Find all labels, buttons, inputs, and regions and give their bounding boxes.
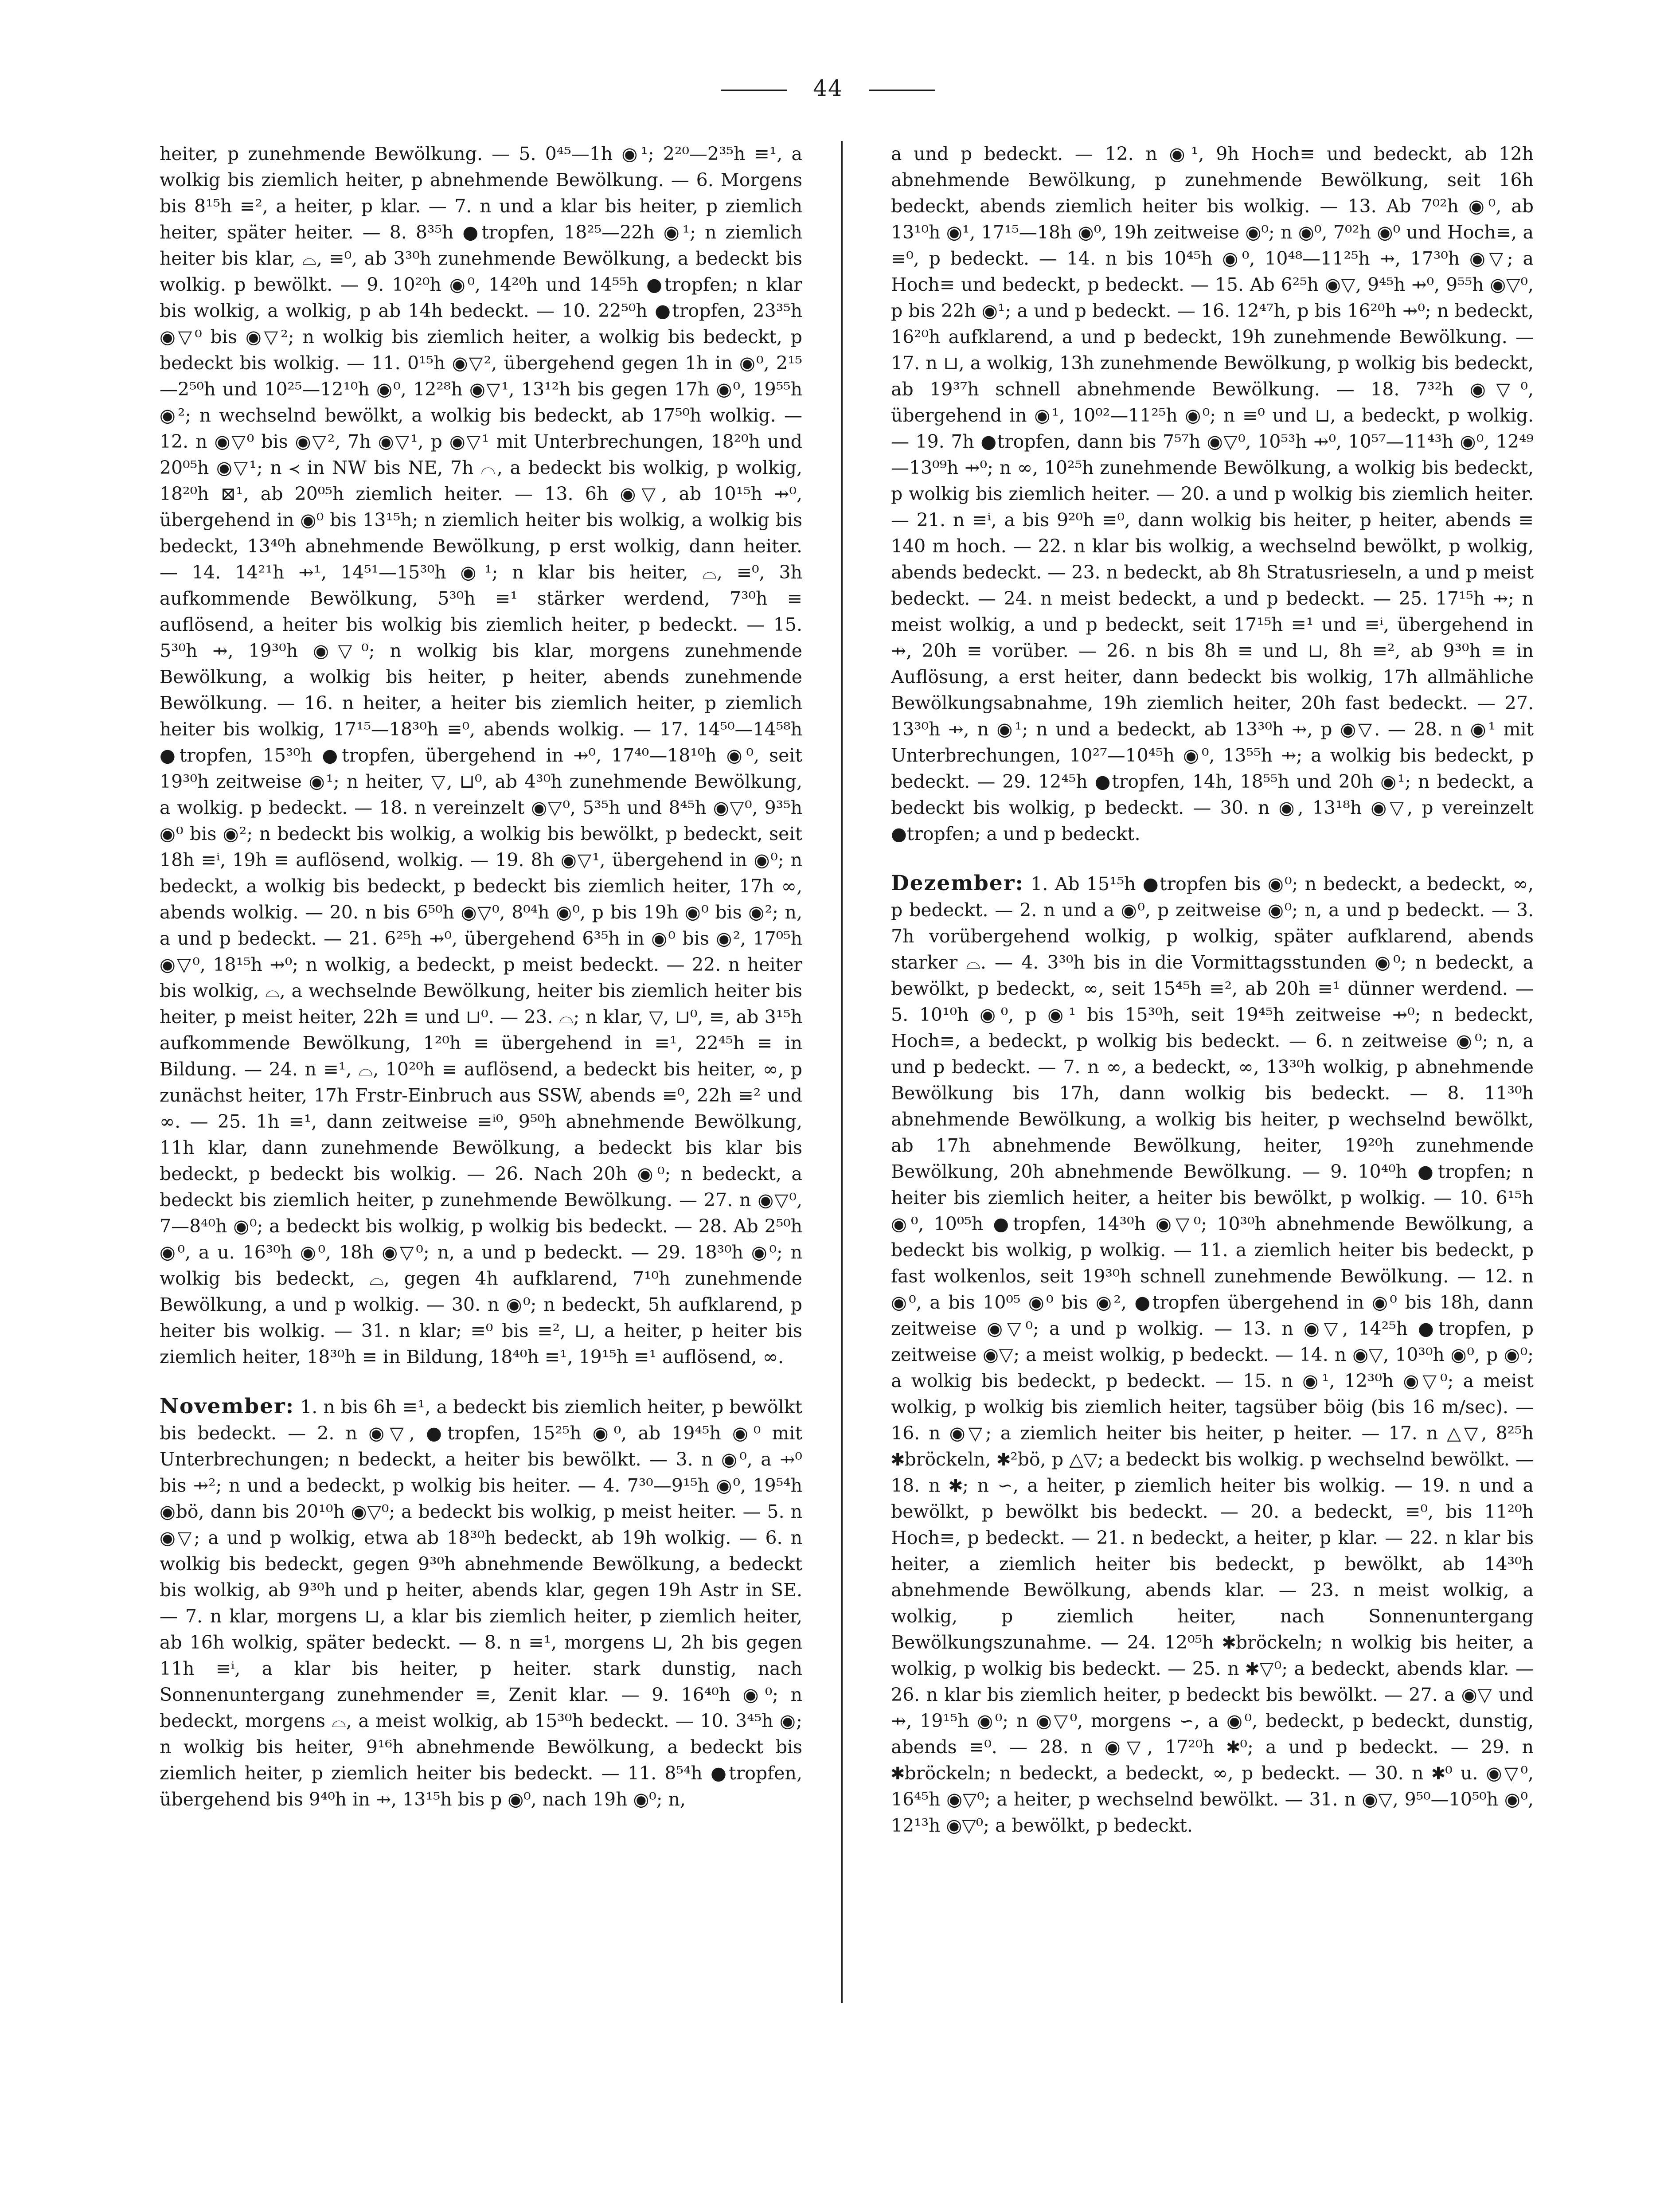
dezember-title: Dezember: [891,871,1024,895]
november-paragraph [160,1393,802,1813]
october-continuation-text: heiter, p zunehmende Bewölkung. — 5. 0⁴⁵—1h ◉¹; 2²⁰—2³⁵h ≡¹, a wolkig bis ziemlich heiter, p abnehmende Bewölkung. — 6. Morgens bis 8¹⁵h ≡², a heiter, p klar. — 7. n und a klar bis heiter, p ziemlich heiter, später heiter. — 8. 8³⁵h ●tropfen, 18²⁵—22h ◉¹; n ziemlich heiter bis klar, ⌓, ≡⁰, ab 3³⁰h zunehmende Bewölkung, a bedeckt bis wolkig. p bewölkt. — 9. 10²⁰h ◉⁰, 14²⁰h und 14⁵⁵h ●tropfen; n klar bis wolkig, a wolkig, p ab 14h bedeckt. — 10. 22⁵⁰h ●tropfen, 23³⁵h ◉▽⁰ bis ◉▽²; n wolkig bis ziemlich heiter, a wolkig bis bedeckt, p bedeckt bis wolkig. — 11. 0¹⁵h ◉▽², übergehend gegen 1h in ◉⁰, 2¹⁵—2⁵⁰h und 10²⁵—12¹⁰h ◉⁰, 12²⁸h ◉▽¹, 13¹²h bis gegen 17h ◉⁰, 19⁵⁵h ◉²; n wechselnd bewölkt, a wolkig bis bedeckt, ab 17⁵⁰h wolkig. — 12. n ◉▽⁰ bis ◉▽², 7h ◉▽¹, p ◉▽¹ mit Unterbrechungen, 18²⁰h und 20⁰⁵h ◉▽¹; n ≺ in NW bis NE, 7h ⌒, a bedeckt bis wolkig, p wolkig, 18²⁰h ⊠¹, ab 20⁰⁵h ziemlich heiter. — 13. 6h ◉▽, ab 10¹⁵h ⇸⁰, übergehend in ◉⁰ bis 13¹⁵h; n ziemlich heiter bis wolkig, a wolkig bis bedeckt, 13⁴⁰h abnehmende Bewölkung, p erst wolkig, dann heiter. — 14. 14²¹h ⇸¹, 14⁵¹—15³⁰h ◉¹; n klar bis heiter, ⌓, ≡⁰, 3h aufkommende Bewölkung, 5³⁰h ≡¹ stärker werdend, 7³⁰h ≡ auflösend, a heiter bis wolkig bis ziemlich heiter, p bedeckt. — 15. 5³⁰h ⇸, 19³⁰h ◉▽⁰; n wolkig bis klar, morgens zunehmende Bewölkung, a wolkig bis heiter, p heiter, abends zunehmende Bewölkung. — 16. n heiter, a heiter bis ziemlich heiter, p ziemlich heiter bis wolkig, 17¹⁵—18³⁰h ≡⁰, abends wolkig. — 17. 14⁵⁰—14⁵⁸h ●tropfen, 15³⁰h ●tropfen, übergehend in ⇸⁰, 17⁴⁰—18¹⁰h ◉⁰, seit 19³⁰h zeitweise ◉¹; n heiter, ▽, ⊔⁰, ab 4³⁰h zunehmende Bewölkung, a wolkig. p bedeckt. — 18. n vereinzelt ◉▽⁰, 5³⁵h und 8⁴⁵h ◉▽⁰, 9³⁵h ◉⁰ bis ◉²; n bedeckt bis wolkig, a wolkig bis bewölkt, p bedeckt, seit 18h ≡ⁱ, 19h ≡ auflösend, wolkig. — 19. 8h ◉▽¹, übergehend in ◉⁰; n bedeckt, a wolkig bis bedeckt, p bedeckt bis ziemlich heiter, 17h ∞, abends wolkig. — 20. n bis 6⁵⁰h ◉▽⁰, 8⁰⁴h ◉⁰, p bis 19h ◉⁰ bis ◉²; n, a und p bedeckt. — 21. 6²⁵h ⇸⁰, übergehend 6³⁵h in ◉⁰ bis ◉², 17⁰⁵h ◉▽⁰, 18¹⁵h ⇸⁰; n wolkig, a bedeckt, p meist bedeckt. — 22. n heiter bis wolkig, ⌓, a wechselnde Bewölkung, heiter bis ziemlich heiter bis heiter, p meist heiter, 22h ≡ und ⊔⁰. — 23. ⌓; n klar, ▽, ⊔⁰, ≡, ab 3¹⁵h aufkommende Bewölkung, 1²⁰h ≡ übergehend in ≡¹, 22⁴⁵h ≡ in Bildung. — 24. n ≡¹, ⌓, 10²⁰h ≡ auflösend, a bedeckt bis heiter, ∞, p zunächst heiter, 17h Frstr-Einbruch aus SSW, abends ≡⁰, 22h ≡² und ∞. — 25. 1h ≡¹, dann zeitweise ≡ⁱ⁰, 9⁵⁰h abnehmende Bewölkung, 11h klar, dann zunehmende Bewölkung, a bedeckt bis klar bis bedeckt, p bedeckt bis wolkig. — 26. Nach 20h ◉⁰; n bedeckt, a bedeckt bis ziemlich heiter, p zunehmende Bewölkung. — 27. n ◉▽⁰, 7—8⁴⁰h ◉⁰; a bedeckt bis wolkig, p wolkig bis bedeckt. — 28. Ab 2⁵⁰h ◉⁰, a u. 16³⁰h ◉⁰, 18h ◉▽⁰; n, a und p bedeckt. — 29. 18³⁰h ◉⁰; n wolkig bis bedeckt, ⌓, gegen 4h aufklarend, 7¹⁰h zunehmende Bewölkung, a und p wolkig. — 30. n ◉⁰; n bedeckt, 5h aufklarend, p heiter bis wolkig. — 31. n klar; ≡⁰ bis ≡², ⊔, a heiter, p heiter bis ziemlich heiter, 18³⁰h ≡ in Bildung, 18⁴⁰h ≡¹, 19¹⁵h ≡¹ auflösend, ∞. [160,143,802,1368]
page-number: 44 [813,75,843,101]
left-column [160,141,802,1813]
november-continuation [891,141,1534,847]
column-divider [841,141,843,2003]
dezember-text: 1. Ab 15¹⁵h ●tropfen bis ◉⁰; n bedeckt, a bedeckt, ∞, p bedeckt. — 2. n und a ◉⁰, p zeitweise ◉⁰; n, a und p bedeckt. — 3. 7h vorübergehend wolkig, p wolkig, später aufklarend, abends starker ⌓. — 4. 3³⁰h bis in die Vormittagsstunden ◉⁰; n bedeckt, a bewölkt, p bedeckt, ∞, seit 15⁴⁵h ≡², ab 20h ≡¹ dünner werdend. — 5. 10¹⁰h ◉⁰, p ◉¹ bis 15³⁰h, seit 19⁴⁵h zeitweise ⇸⁰; n bedeckt, Hoch≡, a bedeckt, p wolkig bis bedeckt. — 6. n zeitweise ◉⁰; n, a und p bedeckt. — 7. n ∞, a bedeckt, ∞, 13³⁰h wolkig, p abnehmende Bewölkung bis 17h, dann wolkig bis bedeckt. — 8. 11³⁰h abnehmende Bewölkung, a wolkig bis heiter, p wechselnd bewölkt, ab 17h abnehmende Bewölkung, heiter, 19²⁰h zunehmende Bewölkung, 20h abnehmende Bewölkung. — 9. 10⁴⁰h ●tropfen; n heiter bis ziemlich heiter, a heiter bis bewölkt, p wolkig. — 10. 6¹⁵h ◉⁰, 10⁰⁵h ●tropfen, 14³⁰h ◉▽⁰; 10³⁰h abnehmende Bewölkung, a bedeckt bis wolkig, p wolkig. — 11. a ziemlich heiter bis bedeckt, p fast wolkenlos, seit 19³⁰h schnell zunehmende Bewölkung. — 12. n ◉⁰, a bis 10⁰⁵ ◉⁰ bis ◉², ●tropfen übergehend in ◉⁰ bis 18h, dann zeitweise ◉▽⁰; a und p wolkig. — 13. n ◉▽, 14²⁵h ●tropfen, p zeitweise ◉▽; a meist wolkig, p bedeckt. — 14. n ◉▽, 10³⁰h ◉⁰, p ◉⁰; a wolkig bis bedeckt, p bedeckt. — 15. n ◉¹, 12³⁰h ◉▽⁰; a meist wolkig, p wolkig bis ziemlich heiter, tagsüber böig (bis 16 m/sec). — 16. n ◉▽; a ziemlich heiter bis heiter, p heiter. — 17. n △▽, 8²⁵h ✱bröckeln, ✱²bö, p △▽; a bedeckt bis wolkig. p wechselnd bewölkt. — 18. n ✱; n ∽, a heiter, p ziemlich heiter bis wolkig. — 19. n und a bewölkt, p bewölkt bis bedeckt. — 20. a bedeckt, ≡⁰, bis 11²⁰h Hoch≡, p bedeckt. — 21. n bedeckt, a heiter, p klar. — 22. n klar bis heiter, a ziemlich heiter bis bedeckt, p bewölkt, ab 14³⁰h abnehmende Bewölkung, abends klar. — 23. n meist wolkig, a wolkig, p ziemlich heiter, nach Sonnenuntergang Bewölkungszunahme. — 24. 12⁰⁵h ✱bröckeln; n wolkig bis heiter, a wolkig, p wolkig bis bedeckt. — 25. n ✱▽⁰; a bedeckt, abends klar. — 26. n klar bis ziemlich heiter, p bedeckt bis bewölkt. — 27. a ◉▽ und ⇸, 19¹⁵h ◉⁰; n ◉▽⁰, morgens ∽, a ◉⁰, bedeckt, p bedeckt, dunstig, abends ≡⁰. — 28. n ◉▽, 17²⁰h ✱⁰; a und p bedeckt. — 29. n ✱bröckeln; n bedeckt, a bedeckt, ∞, p bedeckt. — 30. n ✱⁰ u. ◉▽⁰, 16⁴⁵h ◉▽⁰; a heiter, p wechselnd bewölkt. — 31. n ◉▽, 9⁵⁰—10⁵⁰h ◉⁰, 12¹³h ◉▽⁰; a bewölkt, p bedeckt. [891,873,1534,1836]
header-rule-left [721,90,787,91]
right-column [891,141,1534,1839]
november-title: November: [160,1394,295,1419]
october-continuation [160,141,802,1370]
dezember-section [891,870,1534,1839]
november-section [160,1393,802,1813]
header-rule-right [869,90,935,91]
dezember-paragraph [891,870,1534,1839]
november-continuation-text: a und p bedeckt. — 12. n ◉¹, 9h Hoch≡ und bedeckt, ab 12h abnehmende Bewölkung, p zunehmende Bewölkung, seit 16h bedeckt, abends ziemlich heiter bis wolkig. — 13. Ab 7⁰²h ◉⁰, ab 13¹⁰h ◉¹, 17¹⁵—18h ◉⁰, 19h zeitweise ◉⁰; n ◉⁰, 7⁰²h ◉⁰ und Hoch≡, a ≡⁰, p bedeckt. — 14. n bis 10⁴⁵h ◉⁰, 10⁴⁸—11²⁵h ⇸, 17³⁰h ◉▽; a Hoch≡ und bedeckt, p bedeckt. — 15. Ab 6²⁵h ◉▽, 9⁴⁵h ⇸⁰, 9⁵⁵h ◉▽⁰, p bis 22h ◉¹; a und p bedeckt. — 16. 12⁴⁷h, p bis 16²⁰h ⇸⁰; n bedeckt, 16²⁰h aufklarend, a und p bedeckt, 19h zunehmende Bewölkung. — 17. n ⊔, a wolkig, 13h zunehmende Bewölkung, p wolkig bis bedeckt, ab 19³⁷h schnell abnehmende Bewölkung. — 18. 7³²h ◉▽⁰, übergehend in ◉¹, 10⁰²—11²⁵h ◉⁰; n ≡⁰ und ⊔, a bedeckt, p wolkig. — 19. 7h ●tropfen, dann bis 7⁵⁷h ◉▽⁰, 10⁵³h ⇸⁰, 10⁵⁷—11⁴³h ◉⁰, 12⁴⁹—13⁰⁹h ⇸⁰; n ∞, 10²⁵h zunehmende Bewölkung, a wolkig bis bedeckt, p wolkig bis ziemlich heiter. — 20. a und p wolkig bis ziemlich heiter. — 21. n ≡ⁱ, a bis 9²⁰h ≡⁰, dann wolkig bis heiter, p heiter, abends ≡ 140 m hoch. — 22. n klar bis wolkig, a wechselnd bewölkt, p wolkig, abends bedeckt. — 23. n bedeckt, ab 8h Stratusrieseln, a und p meist bedeckt. — 24. n meist bedeckt, a und p bedeckt. — 25. 17¹⁵h ⇸; n meist wolkig, a und p bedeckt, seit 17¹⁵h ≡¹ und ≡ⁱ, übergehend in ⇸, 20h ≡ vorüber. — 26. n bis 8h ≡ und ⊔, 8h ≡², ab 9³⁰h ≡ in Auflösung, a erst heiter, dann bedeckt bis wolkig, 17h allmähliche Bewölkungsabnahme, 19h ziemlich heiter, 20h fast bedeckt. — 27. 13³⁰h ⇸, n ◉¹; n und a bedeckt, ab 13³⁰h ⇸, p ◉▽. — 28. n ◉¹ mit Unterbrechungen, 10²⁷—10⁴⁵h ◉⁰, 13⁵⁵h ⇸; a wolkig bis bedeckt, p bedeckt. — 29. 12⁴⁵h ●tropfen, 14h, 18⁵⁵h und 20h ◉¹; n bedeckt, a bedeckt bis wolkig, p bedeckt. — 30. n ◉, 13¹⁸h ◉▽, p vereinzelt ●tropfen; a und p bedeckt. [891,143,1534,844]
page-header [0,75,1656,101]
november-text: 1. n bis 6h ≡¹, a bedeckt bis ziemlich heiter, p bewölkt bis bedeckt. — 2. n ◉▽, ●tropfen, 15²⁵h ◉⁰, ab 19⁴⁵h ◉⁰ mit Unterbrechungen; n bedeckt, a heiter bis bewölkt. — 3. n ◉⁰, a ⇸⁰ bis ⇸²; n und a bedeckt, p wolkig bis heiter. — 4. 7³⁰—9¹⁵h ◉⁰, 19⁵⁴h ◉bö, dann bis 20¹⁰h ◉▽⁰; a bedeckt bis wolkig, p meist heiter. — 5. n ◉▽; a und p wolkig, etwa ab 18³⁰h bedeckt, ab 19h wolkig. — 6. n wolkig bis bedeckt, gegen 9³⁰h abnehmende Bewölkung, a bedeckt bis wolkig, ab 9³⁰h und p heiter, abends klar, gegen 19h Astr in SE. — 7. n klar, morgens ⊔, a klar bis ziemlich heiter, p ziemlich heiter, ab 16h wolkig, später bedeckt. — 8. n ≡¹, morgens ⊔, 2h bis gegen 11h ≡ⁱ, a klar bis heiter, p heiter. stark dunstig, nach Sonnenuntergang zunehmender ≡, Zenit klar. — 9. 16⁴⁰h ◉⁰; n bedeckt, morgens ⌓, a meist wolkig, ab 15³⁰h bedeckt. — 10. 3⁴⁵h ◉; n wolkig bis heiter, 9¹⁶h abnehmende Bewölkung, a bedeckt bis ziemlich heiter, p ziemlich heiter bis bedeckt. — 11. 8⁵⁴h ●tropfen, übergehend bis 9⁴⁰h in ⇸, 13¹⁵h bis p ◉⁰, nach 19h ◉⁰; n, [160,1396,802,1810]
